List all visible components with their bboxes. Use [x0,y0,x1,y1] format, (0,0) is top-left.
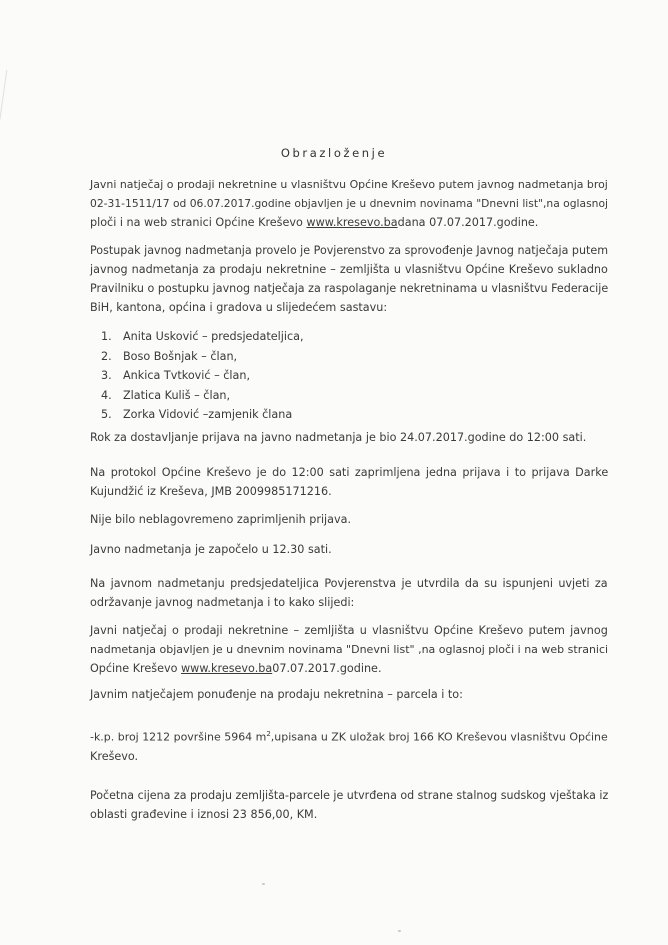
text-line: Kujundžić iz Kreševa, JMB 2009985171216. [90,485,332,498]
list-number: 3. [101,369,112,383]
commission-members-list [101,327,304,425]
text-line: Početna cijena za prodaju zemljišta-parcele je utvrđena od strane stalnog sudskog vještaka iz [90,789,609,802]
paragraph-deadline [90,428,608,447]
scan-speck [398,930,401,932]
website-link[interactable]: www.kresevo.ba [306,216,398,229]
member-name: Zlatica Kuliš – član, [123,388,231,402]
text-line: održavanje javnog nadmetanja i to kako slijedi: [90,596,355,609]
list-number: 1. [101,330,112,343]
text-fragment: 07.07.2017.godine. [272,662,382,675]
list-item [101,366,304,386]
list-item [101,327,304,347]
list-item [101,405,304,425]
text-line: Javni natječaj o prodaji nekretnine u vlasništvu Općine Kreševo putem javnog nadmetanja broj [90,178,608,191]
paragraph-conditions [90,574,608,612]
text-line: javnog nadmetanja za prodaju nekretnine – zemljišta u vlasništvu Općine Kreševo sukladno [90,263,608,276]
paragraph-protocol [90,463,608,501]
paragraph-parcel [90,725,608,766]
text-fragment: -k.p. broj 1212 površine 5964 m [90,730,267,744]
text-fragment: ploči i na web stranici Općine Kreševo [90,216,307,229]
text-fragment: dana 07.07.2017.godine. [397,216,539,229]
text-line: oblasti građevine i iznosi 23 856,00, KM. [90,808,318,821]
text-line: nadmetanja objavljen je u dnevnim novinama "Dnevni list" ,na oglasnoj ploči i na web stranici [90,643,609,656]
text-line: Pravilniku o postupku javnog natječaja za raspolaganje nekretninama u vlasništvu Federacije [90,282,609,295]
text-line: Postupak javnog nadmetanja provelo je Povjerenstvo za sprovođenje Javnog natječaja putem [90,244,609,257]
member-name: Boso Bošnjak – član, [123,349,238,363]
superscript: 2 [266,730,271,738]
paragraph-publication [90,621,608,678]
text-line [90,725,608,747]
paragraph-start-time [90,540,608,559]
scan-speck [262,883,265,885]
list-item [101,386,304,406]
text-line: Javnim natječajem ponuđenje na prodaju nekretnina – parcela i to: [90,688,463,701]
text-line: 02-31-1511/17 od 06.07.2017.godine objavljen je u dnevnim novinama "Dnevni list",na oglasnoj [90,197,608,210]
member-name: Ankica Tvtković – član, [123,369,251,383]
page-title: Obrazloženje [280,146,388,160]
paragraph-announcement [90,175,608,232]
list-number: 4. [101,388,112,402]
member-name: Zorka Vidović –zamjenik člana [123,408,293,422]
list-number: 2. [101,349,112,363]
text-line: Javno nadmetanja je započelo u 12.30 sati. [90,543,332,556]
paragraph-offer [90,685,608,704]
member-name: Anita Usković – predsjedateljica, [123,330,304,343]
paragraph-no-late-applications [90,510,608,529]
text-line: Kreševo. [90,749,139,763]
text-line: Na protokol Općine Kreševo je do 12:00 sati zaprimljena jedna prijava i to prijava Darke [90,466,609,479]
text-line: Rok za dostavljanje prijava na javno nadmetanja je bio 24.07.2017.godine do 12:00 sati. [90,431,587,444]
list-number: 5. [101,408,112,422]
website-link[interactable]: www.kresevo.ba [181,662,273,675]
list-item [101,347,304,367]
text-line [90,213,608,232]
text-line: Javni natječaj o prodaji nekretnine – zemljišta u vlasništvu Općine Kreševo putem javnog [90,624,608,637]
text-line: Nije bilo neblagovremeno zaprimljenih prijava. [90,513,352,526]
text-line: BiH, kantona, općina i gradova u slijedećem sastavu: [90,301,388,314]
text-line: Na javnom nadmetanju predsjedateljica Povjerenstva je utvrdila da su ispunjeni uvjeti za [90,577,608,590]
text-line [90,659,608,678]
text-fragment: ,upisana u ZK uložak broj 166 KO Kreševou vlasništvu Općine [270,730,608,744]
text-fragment: Općine Kreševo [90,662,182,675]
paragraph-commission [90,241,608,317]
paragraph-price [90,786,608,824]
